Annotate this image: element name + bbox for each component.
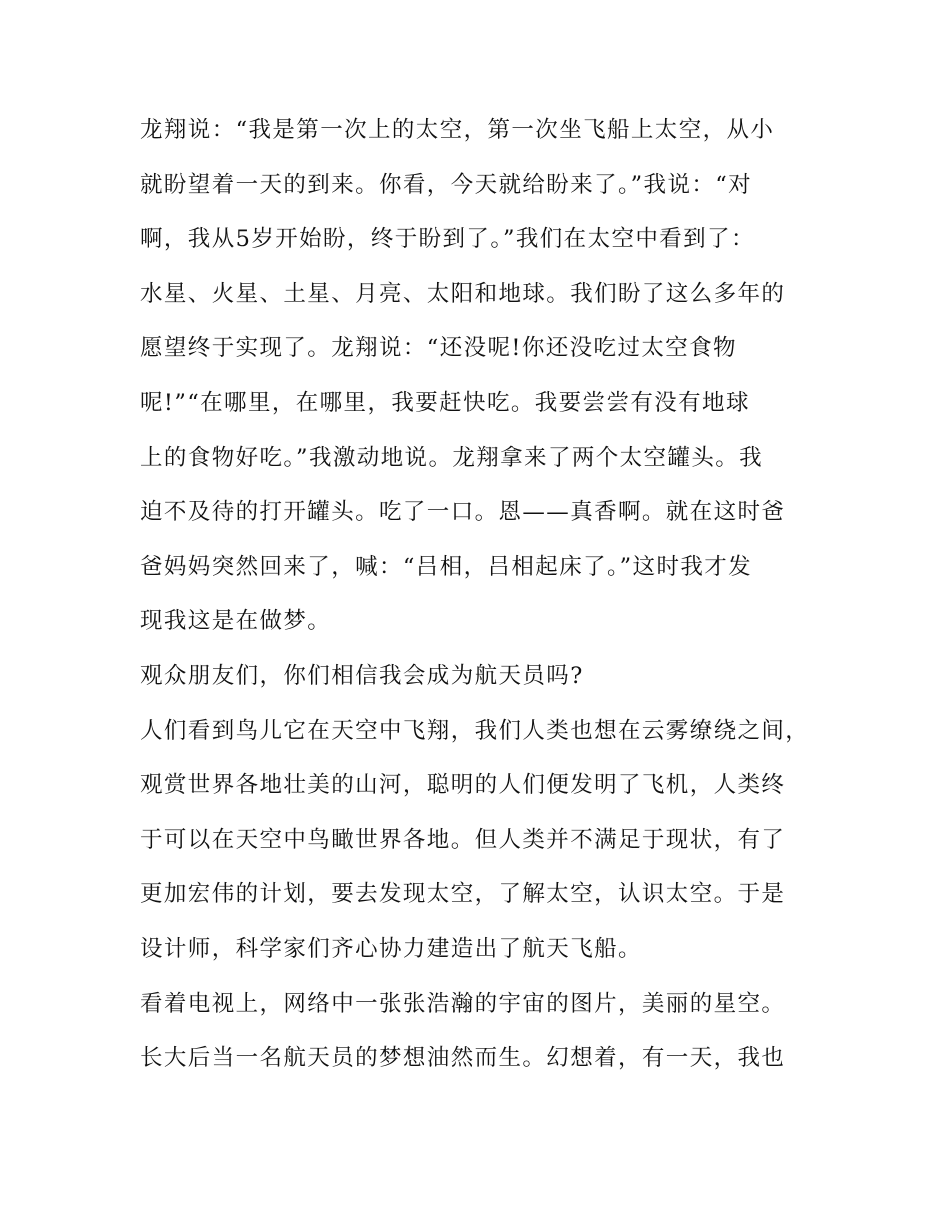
text-line: 就盼望着一天的到来。你看，今天就给盼来了。”我说：“对	[140, 171, 753, 198]
text-line: 观赏世界各地壮美的山河，聪明的人们便发明了飞机，人类终	[140, 772, 786, 799]
text-line: 上的食物好吃。”我激动地说。龙翔拿来了两个太空罐头。我	[140, 444, 764, 471]
text-line: 现我这是在做梦。	[140, 608, 332, 635]
text-line: 龙翔说：“我是第一次上的太空，第一次坐飞船上太空，从小	[140, 117, 775, 143]
text-line: 愿望终于实现了。龙翔说：“还没呢!你还没吃过太空食物	[140, 335, 737, 362]
text-line: 更加宏伟的计划，要去发现太空，了解太空，认识太空。于是	[140, 881, 786, 908]
body-text	[140, 108, 830, 1091]
text-line: 人们看到鸟儿它在天空中飞翔，我们人类也想在云雾缭绕之间，	[140, 717, 810, 744]
text-line: 观众朋友们，你们相信我会成为航天员吗?	[140, 662, 584, 689]
text-line: 设计师，科学家们齐心协力建造出了航天飞船。	[140, 935, 642, 962]
text-line: 迫不及待的打开罐头。吃了一口。恩——真香啊。就在这时爸	[140, 499, 786, 526]
text-line: 长大后当一名航天员的梦想油然而生。幻想着，有一天，我也	[140, 1045, 786, 1072]
text-line: 呢!”“在哪里，在哪里，我要赶快吃。我要尝尝有没有地球	[140, 389, 750, 416]
text-line: 啊，我从5岁开始盼，终于盼到了。”我们在太空中看到了：	[140, 226, 755, 253]
text-line: 爸妈妈突然回来了，喊：“吕相，吕相起床了。”这时我才发	[140, 553, 753, 580]
text-line: 于可以在天空中鸟瞰世界各地。但人类并不满足于现状，有了	[140, 826, 786, 853]
text-line: 水星、火星、土星、月亮、太阳和地球。我们盼了这么多年的	[140, 280, 786, 307]
text-line: 看着电视上，网络中一张张浩瀚的宇宙的图片，美丽的星空。	[140, 990, 786, 1017]
